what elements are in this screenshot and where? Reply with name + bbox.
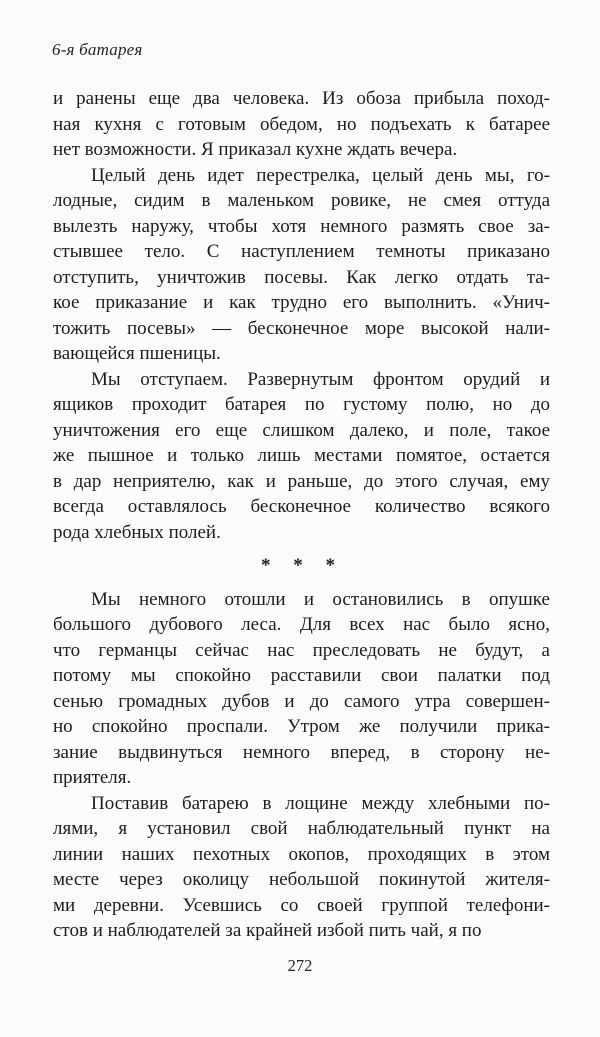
text-line: лями, я установил свой наблюдательный пункт на xyxy=(53,818,550,839)
text-line: отступить, уничтожив посевы. Как легко отдать та- xyxy=(53,266,550,288)
section-separator: * * * xyxy=(261,555,342,576)
text-line: Мы отступаем. Развернутым фронтом орудий и xyxy=(91,368,550,390)
text-line: стывшее тело. С наступлением темноты приказано xyxy=(53,241,550,262)
text-line: лодные, сидим в маленьком ровике, не смея оттуда xyxy=(53,190,550,211)
text-line: Поставив батарею в лощине между хлебными по- xyxy=(91,792,550,814)
body-text xyxy=(53,86,550,944)
text-line: Целый день идет перестрелка, целый день мы, го- xyxy=(91,164,550,186)
paragraph xyxy=(53,163,550,367)
text-line: Мы немного отошли и остановились в опушке xyxy=(91,588,550,610)
text-line: вающейся пшеницы. xyxy=(53,343,221,364)
text-line: нет возможности. Я приказал кухне ждать вечера. xyxy=(53,139,458,160)
text-line: уничтожения его еще слишком далеко, и поле, такое xyxy=(53,419,550,441)
text-line: всегда оставлялось бесконечное количество всякого xyxy=(53,496,550,517)
text-line: же пышное и только лишь местами помятое, остается xyxy=(53,445,550,466)
text-line: месте через околицу небольшой покинутой жителя- xyxy=(53,869,550,890)
text-line: приятеля. xyxy=(53,767,132,788)
running-head: 6-я батарея xyxy=(52,40,143,59)
text-line: вылезть наружу, чтобы хотя немного размять свое за- xyxy=(53,215,550,237)
text-line: потому мы спокойно расставили свои палатки под xyxy=(53,665,550,686)
page-number: 272 xyxy=(287,956,313,975)
text-line: что германцы сейчас нас преследовать не будут, а xyxy=(53,639,550,661)
text-line: кое приказание и как трудно его выполнить. «Унич- xyxy=(53,292,550,313)
text-line: ми деревни. Усевшись со своей группой телефони- xyxy=(53,894,550,916)
text-line: в дар неприятелю, как и раньше, до этого случая, ему xyxy=(53,470,550,492)
paragraph xyxy=(53,791,550,944)
text-line: линии наших пехотных окопов, проходящих в этом xyxy=(53,843,550,865)
paragraph xyxy=(53,86,550,163)
text-line: стов и наблюдателей за крайней избой пить чай, я по xyxy=(53,920,482,941)
text-line: но спокойно проспали. Утром же получили прика- xyxy=(53,716,550,737)
text-line: большого дубового леса. Для всех нас было ясно, xyxy=(53,614,550,635)
paragraph xyxy=(53,587,550,791)
text-line: и ранены еще два человека. Из обоза прибыла поход- xyxy=(53,88,550,109)
text-line: ящиков проходит батарея по густому полю, но до xyxy=(53,394,550,415)
text-line: зание выдвинуться немного вперед, в сторону не- xyxy=(53,741,550,763)
paragraph xyxy=(53,367,550,546)
text-line: ная кухня с готовым обедом, но подъехать к батарее xyxy=(53,113,550,135)
text-line: тожить посевы» — бесконечное море высокой нали- xyxy=(53,317,550,339)
text-line: сенью громадных дубов и до самого утра совершен- xyxy=(53,690,550,712)
text-line: рода хлебных полей. xyxy=(53,521,221,543)
